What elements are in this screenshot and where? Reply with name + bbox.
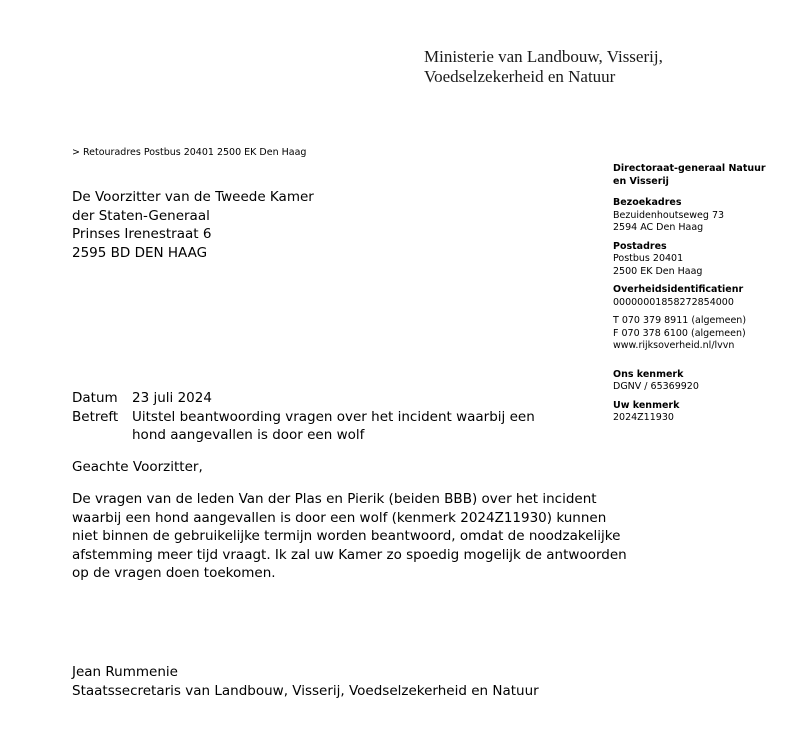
date-label: Datum xyxy=(72,390,118,406)
signature-block xyxy=(72,663,539,700)
website-link[interactable]: www.rijksoverheid.nl/lvvn xyxy=(613,340,735,351)
signatory-title: Staatssecretaris van Landbouw, Visserij, Voedselzekerheid en Natuur xyxy=(72,682,539,699)
sender-sidebar xyxy=(613,163,793,425)
ministry-logo-text xyxy=(424,47,663,87)
department-name: Directoraat-generaal Natuur xyxy=(613,163,766,174)
body-line: De vragen van de leden Van der Plas en Pierik (beiden BBB) over het incident xyxy=(72,491,597,507)
phone-number: T 070 379 8911 (algemeen) xyxy=(613,315,747,326)
recipient-line: De Voorzitter van de Tweede Kamer xyxy=(72,189,314,205)
return-address: > Retouradres Postbus 20401 2500 EK Den Haag xyxy=(72,147,307,158)
recipient-line: 2595 BD DEN HAAG xyxy=(72,244,208,261)
postal-address-line: 2500 EK Den Haag xyxy=(613,265,703,277)
recipient-line: der Staten-Generaal xyxy=(72,207,210,224)
department-name-cont: en Visserij xyxy=(613,175,669,187)
body-line: afstemming meer tijd vraagt. Ik zal uw Kamer zo spoedig mogelijk de antwoorden xyxy=(72,546,627,563)
letter-meta xyxy=(72,389,572,445)
body-line: waarbij een hond aangevallen is door een wolf (kenmerk 2024Z11930) kunnen xyxy=(72,509,607,526)
body-line: op de vragen doen toekomen. xyxy=(72,565,276,581)
date-row xyxy=(72,389,572,408)
body-line: niet binnen de gebruikelijke termijn worden beantwoord, omdat de noodzakelijke xyxy=(72,528,621,544)
recipient-address xyxy=(72,188,314,262)
visit-address-line: Bezuidenhoutseweg 73 xyxy=(613,209,725,221)
our-reference-value: DGNV / 65369920 xyxy=(613,381,699,392)
letter-body xyxy=(72,490,627,583)
subject-label: Betreft xyxy=(72,408,119,425)
ministry-name-line2: Voedselzekerheid en Natuur xyxy=(424,67,616,86)
your-reference-label: Uw kenmerk xyxy=(613,399,680,411)
subject-value: Uitstel beantwoording vragen over het incident waarbij een hond aangevallen is door een wolf xyxy=(132,408,535,443)
your-reference-value: 2024Z11930 xyxy=(613,412,674,423)
date-value: 23 juli 2024 xyxy=(132,390,212,406)
visit-address-label: Bezoekadres xyxy=(613,197,682,208)
recipient-line: Prinses Irenestraat 6 xyxy=(72,226,212,242)
gov-id-value: 00000001858272854000 xyxy=(613,296,734,308)
postal-address-label: Postadres xyxy=(613,240,667,252)
salutation: Geachte Voorzitter, xyxy=(72,459,203,475)
visit-address-line: 2594 AC Den Haag xyxy=(613,222,704,233)
gov-id-label: Overheidsidentificatienr xyxy=(613,284,744,295)
fax-number: F 070 378 6100 (algemeen) xyxy=(613,327,746,339)
subject-row xyxy=(72,408,572,445)
our-reference-label: Ons kenmerk xyxy=(613,368,684,380)
ministry-name-line1: Ministerie van Landbouw, Visserij, xyxy=(424,47,663,66)
postal-address-line: Postbus 20401 xyxy=(613,253,684,264)
signatory-name: Jean Rummenie xyxy=(72,664,178,680)
